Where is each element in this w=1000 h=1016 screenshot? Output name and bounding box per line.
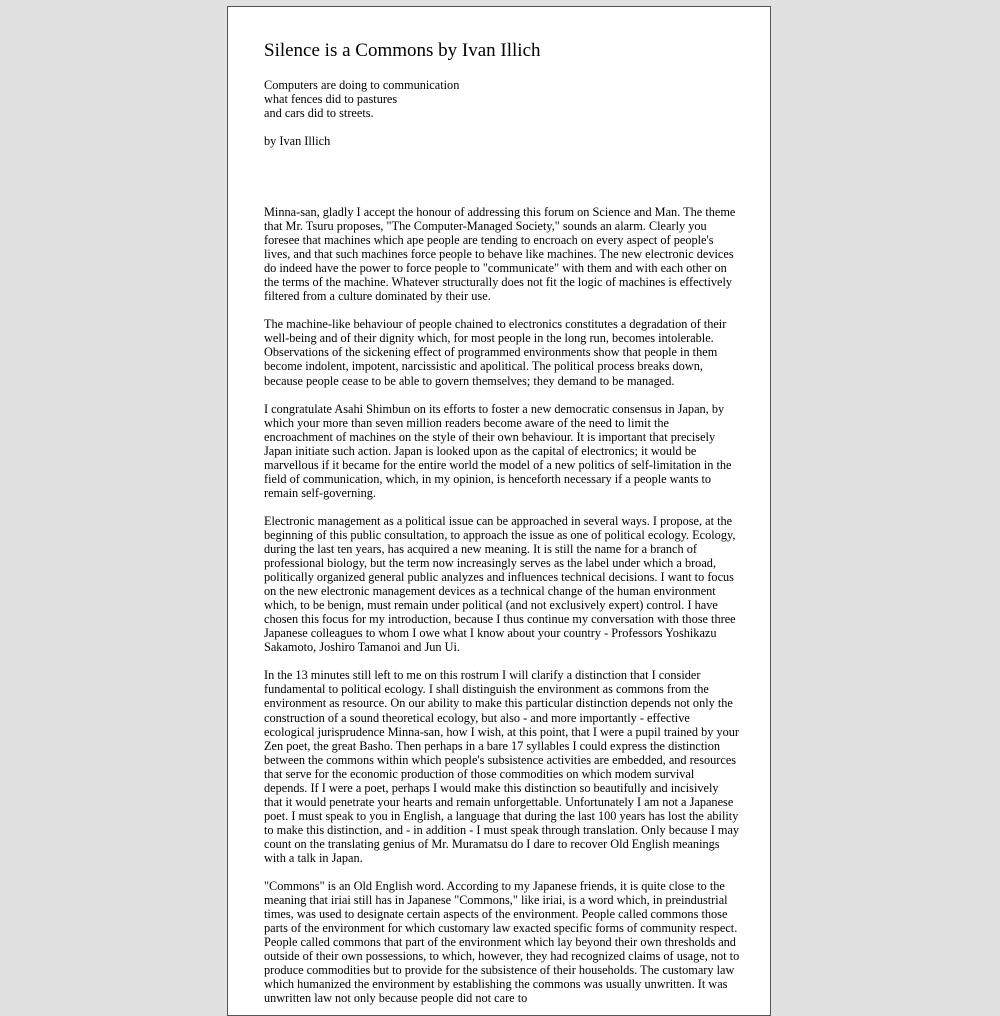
epigraph-line: and cars did to streets. <box>264 106 374 120</box>
epigraph-line: Computers are doing to communication <box>264 78 460 92</box>
article-body <box>264 205 740 1005</box>
paragraph: "Commons" is an Old English word. According to my Japanese friends, it is quite close to the meaning that iriai still has in Japanese "Commons," like iriai, is a word which, in preindustrial times, was used to designate certain aspects of the environment. People called commons those parts of the environment for which customary law exacted specific forms of community respect. People called commons that part of the environment which lay beyond their own thresholds and outside of their own possessions, to which, however, they had recognized claims of usage, not to produce commodities but to provide for the subsistence of their households. The customary law which humanized the environment by establishing the commons was usually unwritten. It was unwritten law not only because people did not care to <box>264 879 740 1006</box>
paragraph: In the 13 minutes still left to me on this rostrum I will clarify a distinction that I consider fundamental to political ecology. I shall distinguish the environment as commons from the environment as resource. On our ability to make this particular distinction depends not only the construction of a sound theoretical ecology, but also - and more importantly - effective ecological jurisprudence Minna-san, how I wish, at this point, that I were a pupil trained by your Zen poet, the great Basho. Then perhaps in a bare 17 syllables I could express the distinction between the commons within which people's subsistence activities are embedded, and resources that serve for the economic production of those commodities on which modem survival depends. If I were a poet, perhaps I would make this distinction so beautifully and incisively that it would penetrate your hearts and remain unforgettable. Unfortunately I am not a Japanese poet. I must speak to you in English, a language that during the last 100 years has lost the ability to make this distinction, and - in addition - I must speak through translation. Only because I may count on the translating genius of Mr. Muramatsu do I dare to recover Old English meanings with a talk in Japan. <box>264 668 740 865</box>
epigraph <box>264 78 740 120</box>
page-title: Silence is a Commons by Ivan Illich <box>264 40 541 61</box>
paragraph: Minna-san, gladly I accept the honour of addressing this forum on Science and Man. The theme that Mr. Tsuru proposes, "The Computer-Managed Society," sounds an alarm. Clearly you foresee that machines which ape people are tending to encroach on every aspect of people's lives, and that such machines force people to behave like machines. The new electronic devices do indeed have the power to force people to "communicate" with them and with each other on the terms of the machine. Whatever structurally does not fit the logic of machines is effectively filtered from a culture dominated by their use. <box>264 205 736 304</box>
paragraph: I congratulate Asahi Shimbun on its efforts to foster a new democratic consensus in Japan, by which your more than seven million readers become aware of the need to limit the encroachment of machines on the style of their own behaviour. It is important that precisely Japan initiate such action. Japan is looked upon as the capital of electronics; it would be marvellous if it became for the entire world the model of a new politics of self-limitation in the field of communication, which, in my opinion, is henceforth necessary if a people wants to remain self-governing. <box>264 401 732 500</box>
paragraph: The machine-like behaviour of people chained to electronics constitutes a degradation of their well-being and of their dignity which, for most people in the long run, becomes intolerable. Observations of the sickening effect of programmed environments show that people in them become indolent, impotent, narcissistic and apolitical. The political process breaks down, because people cease to be able to govern themselves; they demand to be managed. <box>264 317 727 388</box>
paragraph: Electronic management as a political issue can be approached in several ways. I propose, at the beginning of this public consultation, to approach the issue as one of political ecology. Ecology, during the last ten years, has acquired a new meaning. It is still the name for a branch of professional biology, but the term now increasingly serves as the label under which a broad, politically organized general public analyzes and influences technical decisions. I want to focus on the new electronic management devices as a technical change of the human environment which, to be benign, must remain under political (and not exclusively expert) control. I have chosen this focus for my introduction, because I thus continue my conversation with those three Japanese colleagues to whom I owe what I know about your country - Professors Yoshikazu Sakamoto, Joshiro Tamanoi and Jun Ui. <box>264 513 736 655</box>
epigraph-line: what fences did to pastures <box>264 92 398 106</box>
document-page <box>227 6 771 1016</box>
document-content <box>264 39 740 1016</box>
author-byline: by Ivan Illich <box>264 134 331 148</box>
